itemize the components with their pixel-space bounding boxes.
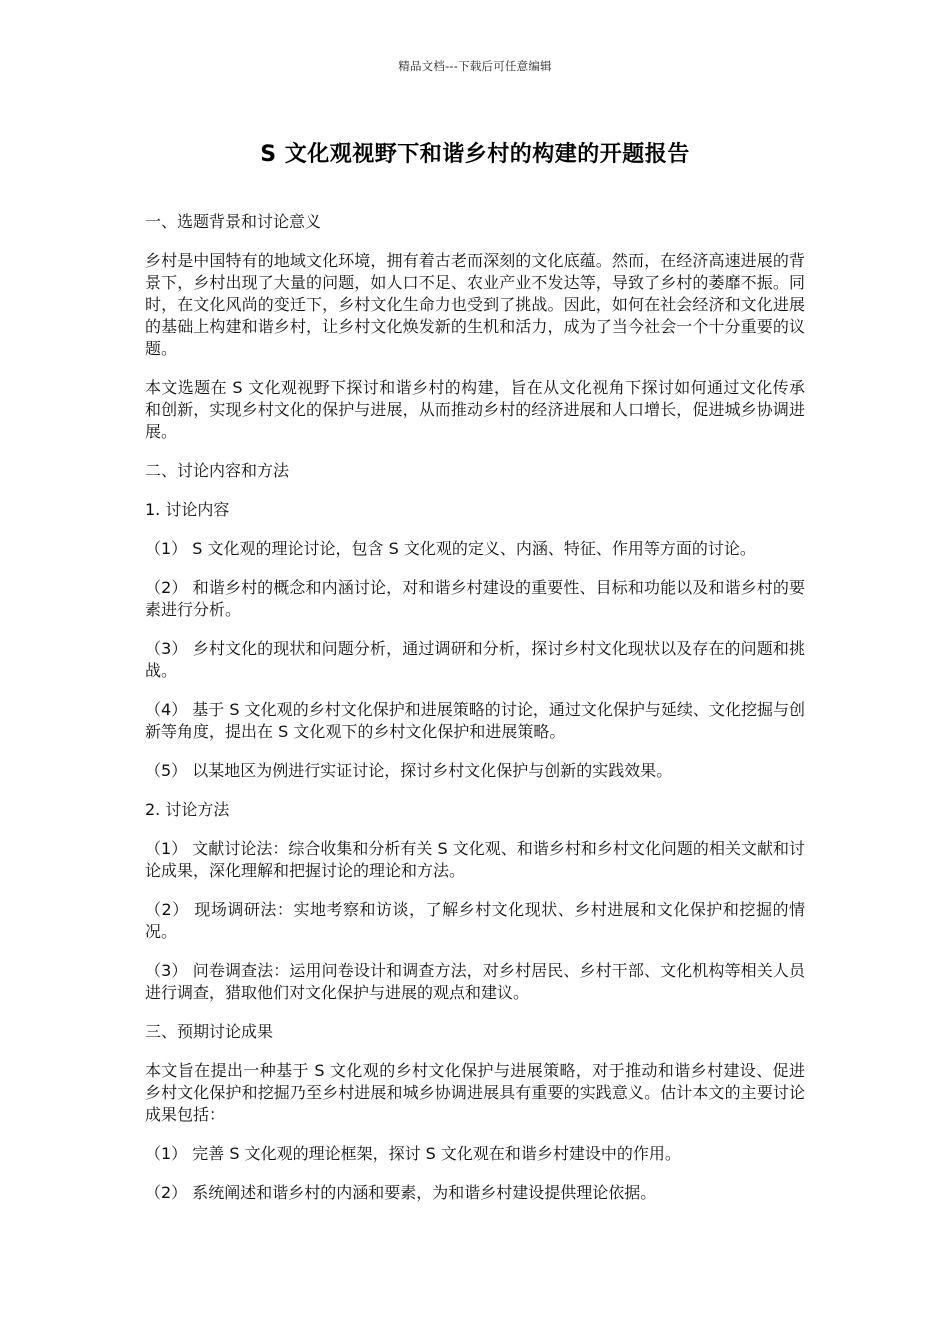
list-item-content-5: （5） 以某地区为例进行实证讨论，探讨乡村文化保护与创新的实践效果。 (145, 761, 673, 780)
paragraph-background: 乡村是中国特有的地域文化环境，拥有着古老而深刻的文化底蕴。然而，在经济高速进展的背景下，乡村出现了大量的问题，如人口不足、农业产业不发达等，导致了乡村的萎靡不振。同时，在文化风尚的变迁下，乡村文化生命力也受到了挑战。因此，如何在社会经济和文化进展的基础上构建和谐乡村，让乡村文化焕发新的生机和活力，成为了当今社会一个十分重要的议题。 (145, 251, 805, 358)
subheading-methods: 2. 讨论方法 (145, 800, 230, 819)
list-item-content-4: （4） 基于 S 文化观的乡村文化保护和进展策略的讨论，通过文化保护与延续、文化挖掘与创新等角度，提出在 S 文化观下的乡村文化保护和进展策略。 (145, 700, 805, 741)
list-item-method-2: （2） 现场调研法：实地考察和访谈，了解乡村文化现状、乡村进展和文化保护和挖掘的情况。 (145, 900, 805, 941)
list-item-result-1: （1） 完善 S 文化观的理论框架，探讨 S 文化观在和谐乡村建设中的作用。 (145, 1144, 681, 1163)
section-heading-content-methods: 二、讨论内容和方法 (145, 461, 290, 480)
list-item-content-3: （3） 乡村文化的现状和问题分析，通过调研和分析，探讨乡村文化现状以及存在的问题和挑战。 (145, 639, 805, 680)
document-body (145, 211, 805, 1221)
list-item-method-3: （3） 问卷调查法：运用问卷设计和调查方法，对乡村居民、乡村干部、文化机构等相关人员进行调查，猎取他们对文化保护与进展的观点和建议。 (145, 961, 805, 1002)
list-item-method-1: （1） 文献讨论法：综合收集和分析有关 S 文化观、和谐乡村和乡村文化问题的相关文献和讨论成果，深化理解和把握讨论的理论和方法。 (145, 839, 805, 880)
section-heading-expected-results: 三、预期讨论成果 (145, 1022, 274, 1041)
section-heading-background: 一、选题背景和讨论意义 (145, 212, 322, 231)
subheading-content: 1. 讨论内容 (145, 500, 230, 519)
list-item-content-2: （2） 和谐乡村的概念和内涵讨论，对和谐乡村建设的重要性、目标和功能以及和谐乡村的要素进行分析。 (145, 578, 805, 619)
list-item-result-2: （2） 系统阐述和谐乡村的内涵和要素，为和谐乡村建设提供理论依据。 (145, 1183, 657, 1202)
header-note: 精品文档---下载后可任意编辑 (398, 59, 552, 73)
document-title: S 文化观视野下和谐乡村的构建的开题报告 (260, 142, 690, 167)
paragraph-topic: 本文选题在 S 文化观视野下探讨和谐乡村的构建，旨在从文化视角下探讨如何通过文化传承和创新，实现乡村文化的保护与进展，从而推动乡村的经济进展和人口增长，促进城乡协调进展。 (145, 378, 805, 441)
paragraph-expected-results: 本文旨在提出一种基于 S 文化观的乡村文化保护与进展策略，对于推动和谐乡村建设、促进乡村文化保护和挖掘乃至乡村进展和城乡协调进展具有重要的实践意义。估计本文的主要讨论成果包括： (145, 1061, 805, 1124)
list-item-content-1: （1） S 文化观的理论讨论，包含 S 文化观的定义、内涵、特征、作用等方面的讨论。 (145, 539, 756, 558)
